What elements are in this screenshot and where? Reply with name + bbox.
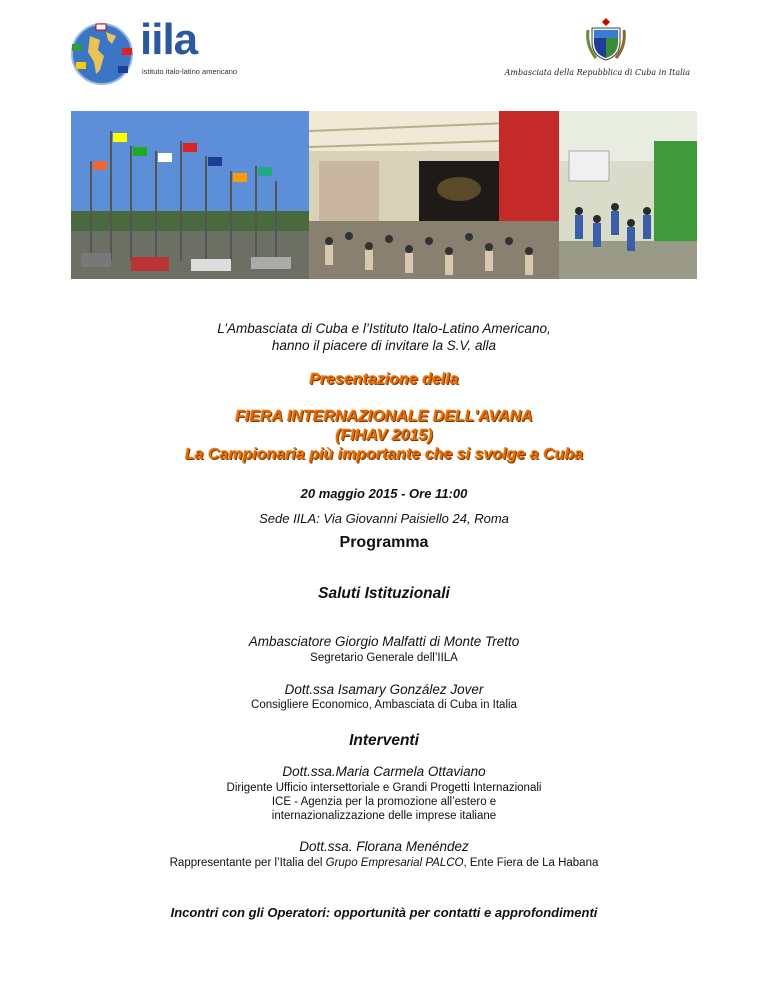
fihav-subtitle: (FIHAV 2015) (335, 427, 433, 444)
speaker-3-role-line-3: internazionalizzazione delle imprese italiane (271, 810, 497, 822)
intro-line-1: L’Ambasciata di Cuba e l’Istituto Italo-Latino Americano, (217, 321, 551, 336)
interventi-heading: Interventi (349, 732, 419, 749)
speaker-4-name: Dott.ssa. Florana Menéndez (299, 839, 469, 854)
programma-heading: Programma (339, 534, 429, 551)
exhibitors-photo (559, 111, 697, 279)
fiera-tagline: La Campionaria più importante che si svolge a Cuba (184, 446, 584, 463)
fair-hall-photo (309, 111, 559, 279)
iila-subtitle: istituto italo-latino americano (142, 67, 238, 76)
speaker-3-role-line-2: ICE - Agenzia per la promozione all’estero e (271, 796, 497, 808)
intro-line-2: hanno il piacere di invitare la S.V. alla (271, 338, 497, 353)
speaker-4-company: Grupo Empresarial PALCO (325, 857, 464, 869)
flags-photo (71, 111, 309, 279)
footer-note: Incontri con gli Operatori: opportunità per contatti e approfondimenti (170, 905, 598, 920)
event-date: 20 maggio 2015 - Ore 11:00 (300, 486, 468, 501)
speaker-2-role: Consigliere Economico, Ambasciata di Cuba in Italia (251, 699, 517, 711)
speaker-4-role-pre: Rappresentante per l’Italia del (169, 857, 326, 869)
photo-banner (71, 111, 697, 279)
speaker-3-name: Dott.ssa.Maria Carmela Ottaviano (282, 764, 486, 779)
iila-globe-logo-icon (70, 22, 134, 86)
speaker-3-role-line-1: Dirigente Ufficio intersettoriale e Grandi Progetti Internazionali (226, 782, 542, 794)
embassy-caption: Ambasciata della Repubblica di Cuba in Italia (504, 68, 690, 77)
speaker-1-role: Segretario Generale dell’IILA (310, 652, 458, 664)
saluti-heading: Saluti Istituzionali (318, 585, 450, 602)
iila-wordmark: iila (140, 15, 198, 64)
speaker-4-role (0, 856, 768, 870)
speaker-1-name: Ambasciatore Giorgio Malfatti di Monte Tretto (248, 634, 520, 649)
cuba-coat-of-arms-icon (586, 16, 626, 62)
speaker-2-name: Dott.ssa Isamary González Jover (284, 682, 484, 697)
event-venue: Sede IILA: Via Giovanni Paisiello 24, Roma (259, 511, 509, 526)
presentazione-heading: Presentazione della (309, 371, 459, 388)
speaker-4-role-post: , Ente Fiera de La Habana (463, 857, 599, 869)
fiera-title: FIERA INTERNAZIONALE DELL'AVANA (235, 408, 533, 425)
